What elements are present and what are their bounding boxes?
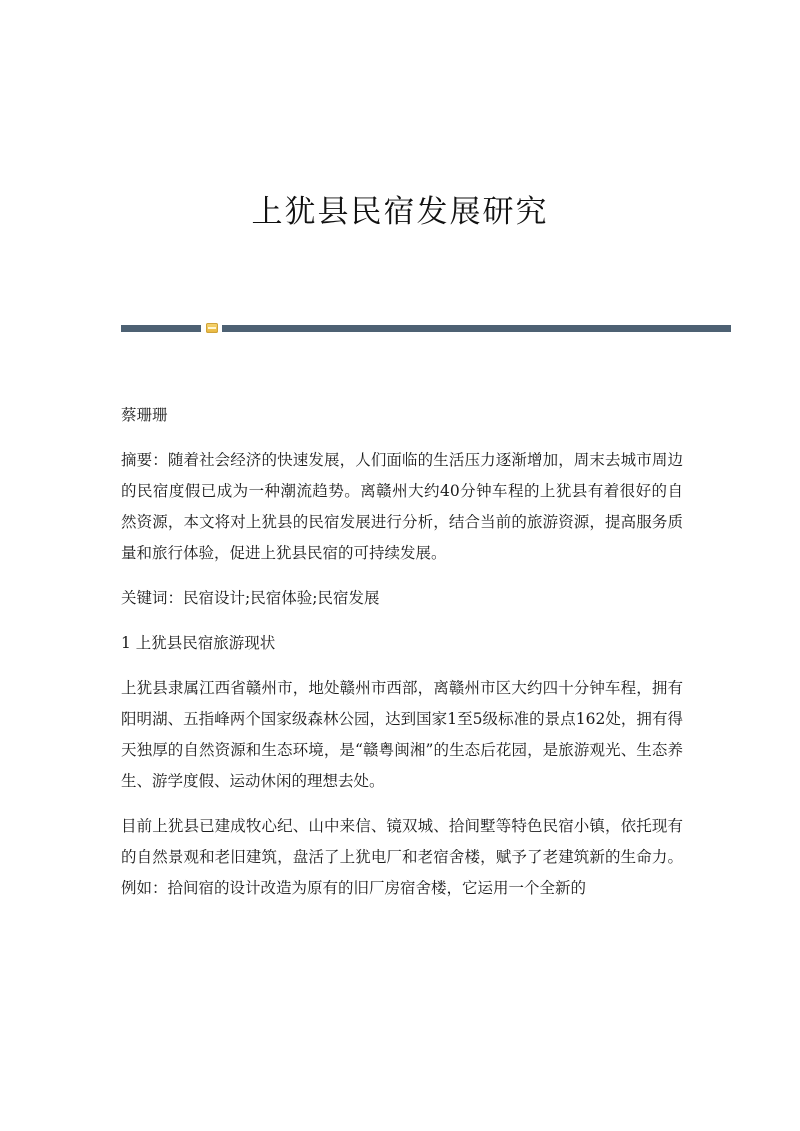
divider-right-bar xyxy=(222,325,731,332)
author-name: 蔡珊珊 xyxy=(121,406,168,424)
document-title: 上犹县民宿发展研究 xyxy=(251,194,549,230)
body-paragraph-2: 目前上犹县已建成牧心纪、山中来信、镜双城、拾间墅等特色民宿小镇，依托现有的自然景观和老旧建筑，盘活了上犹电厂和老宿舍楼，赋予了老建筑新的生命力。例如：拾间宿的设计改造为原有的旧厂房宿舍楼，它运用一个全新的 xyxy=(121,817,683,897)
divider-emblem-icon xyxy=(206,323,218,333)
abstract-paragraph: 摘要：随着社会经济的快速发展，人们面临的生活压力逐渐增加，周末去城市周边的民宿度假已成为一种潮流趋势。离赣州大约40分钟车程的上犹县有着很好的自然资源，本文将对上犹县的民宿发展进行分析，结合当前的旅游资源，提高服务质量和旅行体验，促进上犹县民宿的可持续发展。 xyxy=(121,451,683,562)
document-body xyxy=(121,400,683,918)
title-divider xyxy=(121,325,731,333)
keywords-line: 关键词：民宿设计;民宿体验;民宿发展 xyxy=(121,589,380,607)
divider-left-bar xyxy=(121,325,201,332)
section-heading: 1 上犹县民宿旅游现状 xyxy=(121,634,276,652)
body-paragraph-1: 上犹县隶属江西省赣州市，地处赣州市西部，离赣州市区大约四十分钟车程，拥有阳明湖、五指峰两个国家级森林公园，达到国家1至5级标准的景点162处，拥有得天独厚的自然资源和生态环境，是“赣粤闽湘”的生态后花园，是旅游观光、生态养生、游学度假、运动休闲的理想去处。 xyxy=(121,679,683,790)
